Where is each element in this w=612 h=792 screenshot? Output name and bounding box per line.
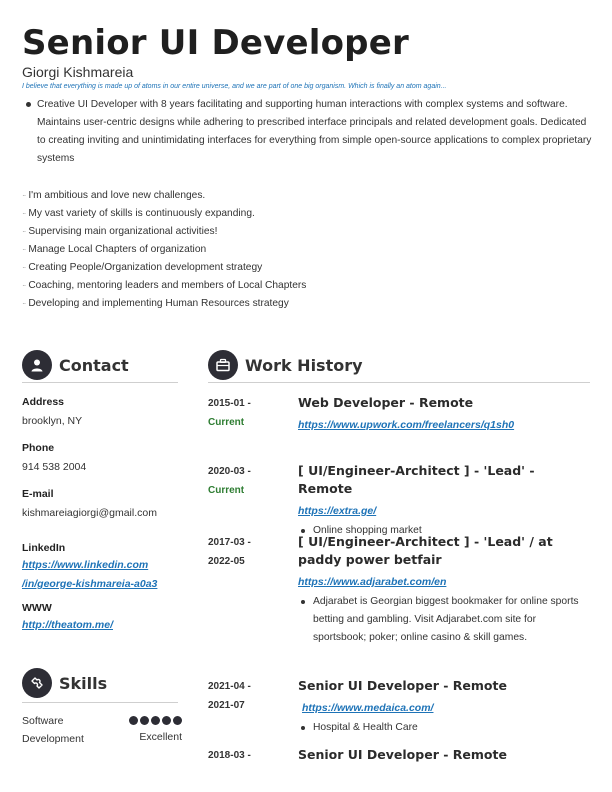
puzzle-icon: [22, 668, 52, 698]
job-description: Online shopping market: [298, 522, 588, 540]
rating-dot-icon: [129, 716, 138, 725]
list-item: [22, 187, 582, 205]
contact-details: [22, 395, 182, 635]
dash-marker-icon: ··: [22, 299, 26, 308]
dash-marker-icon: ··: [22, 281, 26, 290]
list-item: [22, 277, 582, 295]
address-value: brooklyn, NY: [22, 415, 83, 427]
contact-title: Contact: [59, 356, 129, 375]
linkedin-link-continued[interactable]: /in/george-kishmareia-a0a3: [22, 578, 158, 590]
job-title: [ UI/Engineer-Architect ] - 'Lead' / at paddy power betfair: [298, 534, 553, 567]
list-item-text: Coaching, mentoring leaders and members of Local Chapters: [28, 280, 307, 291]
job-link[interactable]: https://www.adjarabet.com/en: [298, 576, 447, 588]
list-item: [22, 205, 582, 223]
skill-name: Software Development: [22, 715, 84, 745]
list-item-text: Supervising main organizational activities!: [28, 226, 218, 237]
person-icon: [22, 350, 52, 380]
summary-text: Creative UI Developer with 8 years facilitating and supporting human interactions with complex systems and software. Maintains user-centric designs while adhering to prescribed interface principals and related development goals. Dedicated to creating inviting and unintimidating interfaces for everything from simple open-source applications to complex proprietary systems: [37, 99, 592, 164]
job-link[interactable]: https://www.upwork.com/freelancers/q1sh0: [298, 419, 515, 431]
phone-label: Phone: [22, 442, 55, 454]
skills-list: [22, 712, 182, 748]
website-link[interactable]: http://theatom.me/: [22, 619, 113, 631]
website-label: WWW: [22, 602, 52, 614]
dash-marker-icon: ··: [22, 263, 26, 272]
job-description: Adjarabet is Georgian biggest bookmaker for online sports betting and gambling. Visit Adjarabet.com site for sportsbook; poker; online casino & skill games.: [298, 593, 588, 647]
contact-divider: [22, 382, 178, 383]
work-dates: 2021-04 - 2021-07: [208, 681, 251, 711]
job-title: Senior UI Developer - Remote: [298, 678, 507, 693]
list-item: [22, 295, 582, 313]
list-item-text: Developing and implementing Human Resources strategy: [28, 298, 289, 309]
summary-section: [22, 96, 592, 168]
skill-item: [22, 712, 182, 748]
job-description: Hospital & Health Care: [298, 719, 588, 737]
phone-value: 914 538 2004: [22, 461, 87, 473]
work-history-divider: [208, 382, 590, 383]
email-value[interactable]: kishmareiagiorgi@gmail.com: [22, 507, 157, 519]
work-dates: 2015-01 - Current: [208, 398, 251, 428]
job-title: [ UI/Engineer-Architect ] - 'Lead' - Remote: [298, 463, 535, 496]
list-item: [22, 241, 582, 259]
work-history-title: Work History: [245, 356, 363, 375]
list-item: [22, 223, 582, 241]
dash-marker-icon: ··: [22, 245, 26, 254]
linkedin-link[interactable]: https://www.linkedin.com: [22, 559, 149, 571]
dash-marker-icon: ··: [22, 227, 26, 236]
tagline: I believe that everything is made up of atoms in our entire universe, and we are part of one big organism. Which is finally an atom again...: [22, 83, 447, 90]
skills-heading: [22, 668, 182, 700]
ambitions-list: [22, 187, 582, 313]
work-history-heading: [208, 350, 590, 382]
address-label: Address: [22, 396, 65, 408]
list-item-text: I'm ambitious and love new challenges.: [28, 190, 206, 201]
rating-dot-icon: [151, 716, 160, 725]
job-title: Senior UI Developer - Remote: [298, 747, 507, 762]
rating-dot-icon: [140, 716, 149, 725]
work-dates: 2018-03 -: [208, 750, 251, 761]
bullet-icon: [26, 102, 31, 107]
skill-rating: [129, 716, 182, 725]
list-item-text: Manage Local Chapters of organization: [28, 244, 207, 255]
person-name: Giorgi Kishmareia: [22, 64, 134, 80]
linkedin-label: LinkedIn: [22, 542, 66, 554]
dash-marker-icon: ··: [22, 191, 26, 200]
job-link[interactable]: https://extra.ge/: [298, 505, 377, 517]
dash-marker-icon: ··: [22, 209, 26, 218]
email-label: E-mail: [22, 488, 54, 500]
list-item: [22, 259, 582, 277]
list-item-text: Creating People/Organization development strategy: [28, 262, 263, 273]
job-link[interactable]: https://www.medaica.com/: [302, 702, 434, 714]
skills-title: Skills: [59, 674, 108, 693]
job-title: Web Developer - Remote: [298, 395, 474, 410]
rating-dot-icon: [162, 716, 171, 725]
skills-divider: [22, 702, 178, 703]
rating-dot-icon: [173, 716, 182, 725]
work-dates: 2017-03 - 2022-05: [208, 537, 251, 567]
work-dates: 2020-03 - Current: [208, 466, 251, 496]
resume-title: Senior UI Developer: [22, 23, 409, 63]
skill-level: Excellent: [139, 731, 182, 743]
list-item-text: My vast variety of skills is continuously expanding.: [28, 208, 255, 219]
briefcase-icon: [208, 350, 238, 380]
contact-heading: [22, 350, 182, 382]
